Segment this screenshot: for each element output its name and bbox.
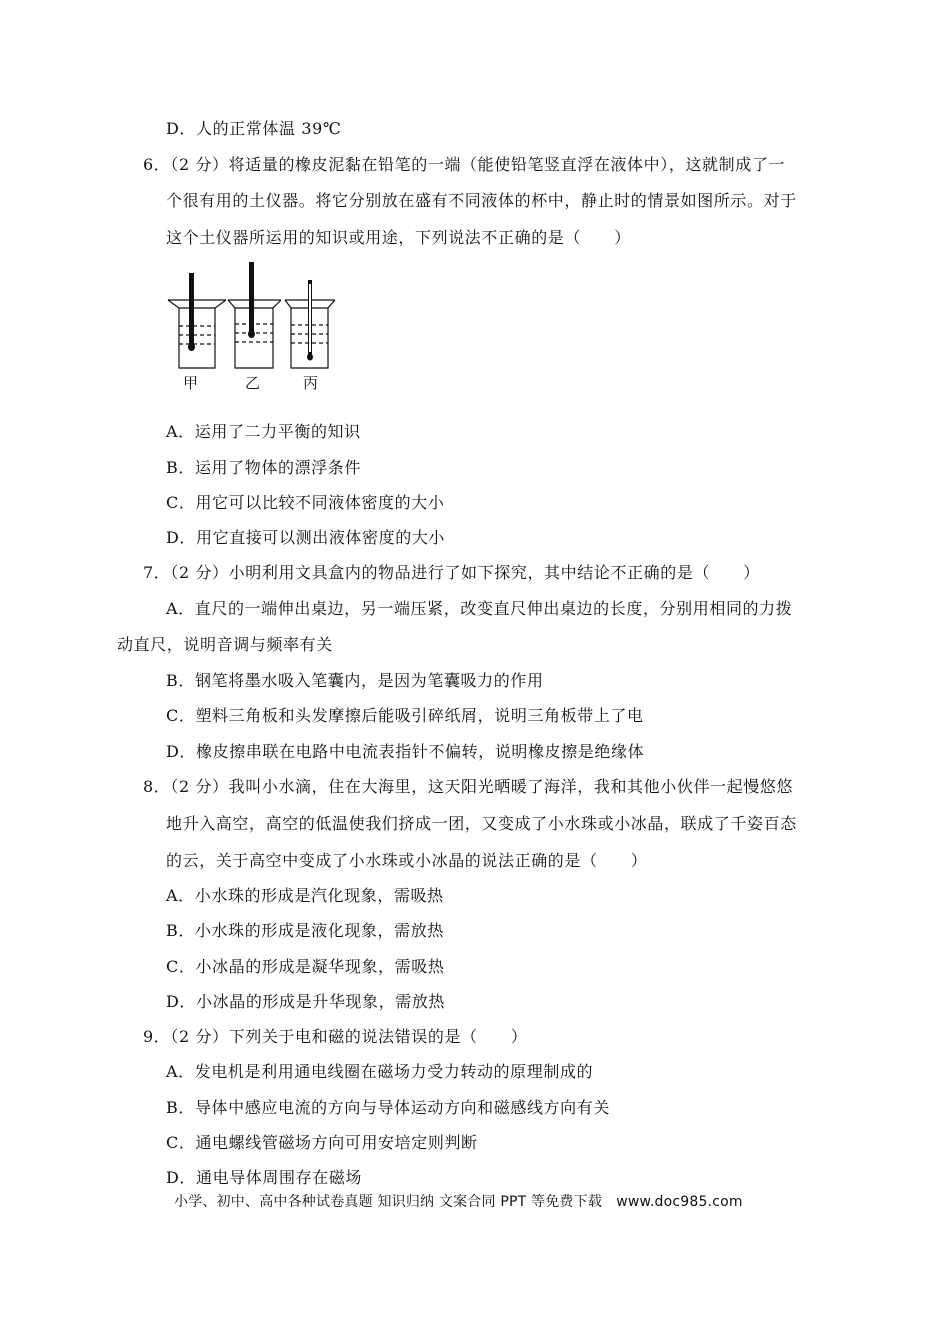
q8-stem-line-1: 8．（2 分）我叫小水滴，住在大海里，这天阳光晒暖了海洋，我和其他小伙伴一起慢悠悠 <box>143 777 794 796</box>
q6-option-c: C．用它可以比较不同液体密度的大小 <box>166 493 445 512</box>
q9-option-d: D．通电导体周围存在磁场 <box>166 1168 363 1187</box>
pencil-jia <box>189 273 194 348</box>
q7-option-a-line-2: 动直尺，说明音调与频率有关 <box>117 635 333 654</box>
q5-option-d: D．人的正常体温 39℃ <box>166 119 342 138</box>
q6-stem-line-3: 这个土仪器所运用的知识或用途，下列说法不正确的是（ ） <box>166 228 631 247</box>
q8-option-b: B．小水珠的形成是液化现象，需放热 <box>166 921 444 940</box>
figure-label-bing: 丙 <box>303 374 319 392</box>
q9-option-a: A．发电机是利用通电线圈在磁场力受力转动的原理制成的 <box>166 1062 594 1081</box>
q8-stem-line-2: 地升入高空，高空的低温使我们挤成一团，又变成了小水珠或小冰晶，联成了千姿百态 <box>166 814 797 833</box>
q6-stem-line-1: 6．（2 分）将适量的橡皮泥黏在铅笔的一端（能使铅笔竖直浮在液体中），这就制成了一 <box>143 155 786 174</box>
q9-option-b: B．导体中感应电流的方向与导体运动方向和磁感线方向有关 <box>166 1098 610 1117</box>
q7-option-d: D．橡皮擦串联在电路中电流表指针不偏转，说明橡皮擦是绝缘体 <box>166 742 645 761</box>
footer-text: 小学、初中、高中各种试卷真题 知识归纳 文案合同 PPT 等免费下载 www.doc985.com <box>174 1194 743 1210</box>
q8-option-c: C．小冰晶的形成是凝华现象，需吸热 <box>166 957 445 976</box>
q6-option-b: B．运用了物体的漂浮条件 <box>166 458 361 477</box>
q7-option-a-line-1: A．直尺的一端伸出桌边，另一端压紧，改变直尺伸出桌边的长度，分别用相同的力拨 <box>166 599 793 618</box>
beaker-figure <box>163 258 343 398</box>
figure-label-yi: 乙 <box>245 374 261 392</box>
q7-stem: 7．（2 分）小明利用文具盒内的物品进行了如下探究，其中结论不正确的是（ ） <box>143 563 760 582</box>
q9-stem: 9．（2 分）下列关于电和磁的说法错误的是（ ） <box>143 1027 528 1046</box>
q9-option-c: C．通电螺线管磁场方向可用安培定则判断 <box>166 1133 478 1152</box>
q8-option-a: A．小水珠的形成是汽化现象，需吸热 <box>166 886 444 905</box>
q6-stem-line-2: 个很有用的土仪器。将它分别放在盛有不同液体的杯中，静止时的情景如图所示。对于 <box>166 191 797 210</box>
figure-label-jia: 甲 <box>183 374 199 392</box>
q8-option-d: D．小冰晶的形成是升华现象，需放热 <box>166 992 446 1011</box>
q6-option-a: A．运用了二力平衡的知识 <box>166 422 361 441</box>
pencil-yi <box>249 262 254 334</box>
q8-stem-line-3: 的云，关于高空中变成了小水珠或小冰晶的说法正确的是（ ） <box>166 851 648 870</box>
q6-option-d: D．用它直接可以测出液体密度的大小 <box>166 528 446 547</box>
beaker-jia <box>168 300 226 368</box>
q7-option-b: B．钢笔将墨水吸入笔囊内，是因为笔囊吸力的作用 <box>166 671 544 690</box>
q7-option-c: C．塑料三角板和头发摩擦后能吸引碎纸屑，说明三角板带上了电 <box>166 706 644 725</box>
